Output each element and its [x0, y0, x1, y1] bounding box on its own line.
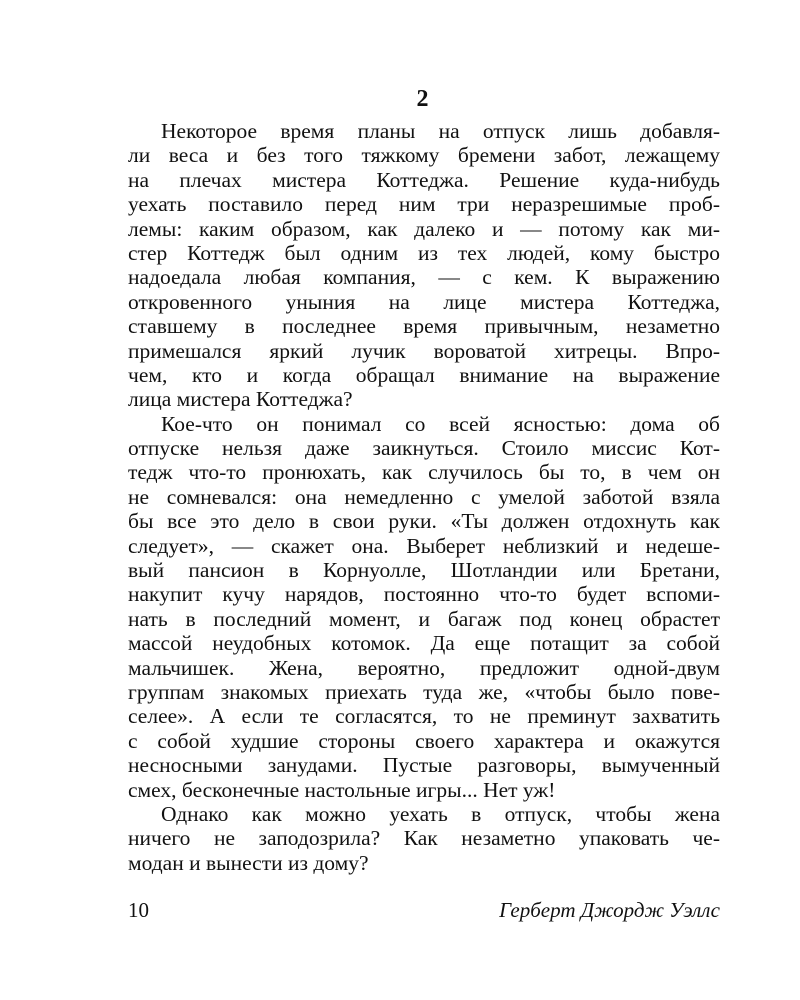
- body-text: [128, 119, 720, 875]
- paragraph-2-line-7: вый пансион в Корнуолле, Шотландии или Бретани,: [128, 558, 720, 583]
- paragraph-2-line-6: следует», — скажет она. Выберет неблизкий и недеше-: [128, 533, 720, 558]
- paragraph-2-line-16: смех, бесконечные настольные игры... Нет уж!: [128, 777, 556, 802]
- paragraph-1-line-3: на плечах мистера Коттеджа. Решение куда-нибудь: [128, 167, 720, 192]
- paragraph-3-line-1: Однако как можно уехать в отпуск, чтобы жена: [161, 801, 720, 826]
- paragraph-1-line-2: ли веса и без того тяжкому бремени забот, лежащему: [128, 143, 720, 168]
- paragraph-1-line-7: надоедала любая компания, — с кем. К выражению: [128, 265, 720, 290]
- paragraph-2-line-4: не сомневался: она немедленно с умелой заботой взяла: [128, 484, 720, 509]
- paragraph-2-line-10: массой неудобных котомок. Да еще потащит за собой: [128, 631, 720, 656]
- paragraph-2-line-14: с собой худшие стороны своего характера и окажутся: [128, 728, 720, 753]
- page-footer: [128, 895, 720, 925]
- paragraph-3-line-3: модан и вынести из дому?: [128, 850, 369, 875]
- paragraph-1-line-9: ставшему в последнее время привычным, незаметно: [128, 314, 720, 339]
- paragraph-2-line-9: нать в последний момент, и багаж под конец обрастет: [128, 606, 720, 631]
- paragraph-1-line-11: чем, кто и когда обращал внимание на выражение: [128, 362, 720, 387]
- paragraph-1-line-5: лемы: каким образом, как далеко и — потому как ми-: [128, 216, 720, 241]
- paragraph-1-line-1: Некоторое время планы на отпуск лишь добавля-: [161, 119, 720, 143]
- page-number: 10: [128, 898, 149, 922]
- paragraph-3-line-2: ничего не заподозрила? Как незаметно упаковать че-: [128, 826, 720, 851]
- running-author: Герберт Джордж Уэллс: [499, 898, 720, 922]
- paragraph-2-line-2: отпуске нельзя даже заикнуться. Стоило миссис Кот-: [128, 436, 720, 461]
- paragraph-1-line-10: примешался яркий лучик вороватой хитрецы. Впро-: [128, 338, 720, 363]
- paragraph-2-line-11: мальчишек. Жена, вероятно, предложит одной-двум: [128, 655, 720, 680]
- paragraph-1-line-12: лица мистера Коттеджа?: [128, 387, 353, 412]
- paragraph-1-line-6: стер Коттедж был одним из тех людей, кому быстро: [128, 240, 720, 265]
- paragraph-2-line-1: Кое-что он понимал со всей ясностью: дома об: [161, 411, 720, 436]
- paragraph-2-line-15: несносными занудами. Пустые разговоры, вымученный: [128, 753, 720, 778]
- chapter-number: 2: [416, 86, 429, 112]
- paragraph-2-line-3: тедж что-то пронюхать, как случилось бы то, в чем он: [128, 460, 720, 485]
- paragraph-1-line-8: откровенного уныния на лице мистера Коттеджа,: [128, 289, 720, 314]
- paragraph-1-line-4: уехать поставило перед ним три неразрешимые проб-: [128, 192, 720, 217]
- paragraph-2-line-12: группам знакомых приехать туда же, «чтобы было пове-: [128, 679, 720, 704]
- paragraph-2-line-8: накупит кучу нарядов, постоянно что-то будет вспоми-: [128, 582, 720, 607]
- paragraph-2-line-5: бы все это дело в свои руки. «Ты должен отдохнуть как: [128, 509, 720, 534]
- paragraph-2-line-13: селее». А если те согласятся, то не преминут захватить: [128, 704, 720, 729]
